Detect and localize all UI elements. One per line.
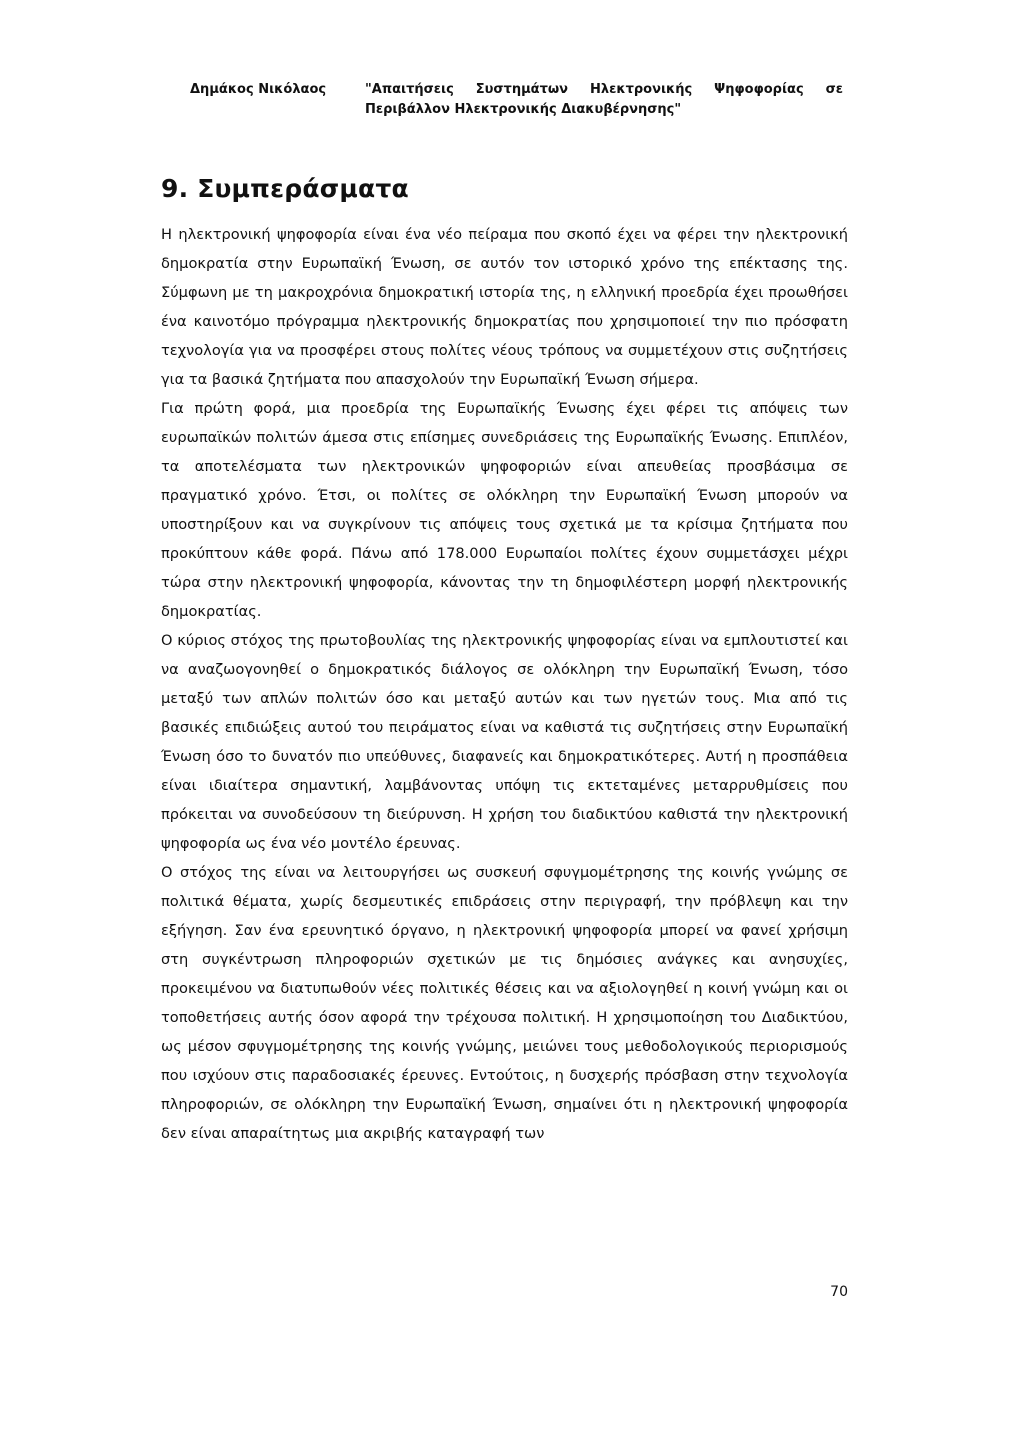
paragraph: Η ηλεκτρονική ψηφοφορία είναι ένα νέο πείραμα που σκοπό έχει να φέρει την ηλεκτρονική δημοκρατία στην Ευρωπαϊκή Ένωση, σε αυτόν τον ιστορικό χρόνο της επέκτασης της. Σύμφωνη με τη μακροχρόνια δημοκρατική ιστορία της, η ελληνική προεδρία έχει προωθήσει ένα καινοτόμο πρόγραμμα ηλεκτρονικής δημοκρατίας που χρησιμοποιεί την πιο πρόσφατη τεχνολογία για να προσφέρει στους πολίτες νέους τρόπους να συμμετέχουν στις συζητήσεις για τα βασικά ζητήματα που απασχολούν την Ευρωπαϊκή Ένωση σήμερα. — [161, 226, 848, 388]
section-heading: 9. Συμπεράσματα — [161, 174, 409, 203]
page-number: 70 — [830, 1284, 848, 1300]
header-author: Δημάκος Νικόλαος — [190, 82, 327, 97]
header-document-title: "Απαιτήσεις Συστημάτων Ηλεκτρονικής Ψηφοφορίας σε Περιβάλλον Ηλεκτρονικής Διακυβέρνησης" — [365, 82, 843, 117]
body-text — [161, 220, 848, 1148]
paragraph: Για πρώτη φορά, μια προεδρία της Ευρωπαϊκής Ένωσης έχει φέρει τις απόψεις των ευρωπαϊκών πολιτών άμεσα στις επίσημες συνεδριάσεις της Ευρωπαϊκής Ένωσης. Επιπλέον, τα αποτελέσματα των ηλεκτρονικών ψηφοφοριών είναι απευθείας προσβάσιμα σε πραγματικό χρόνο. Έτσι, οι πολίτες σε ολόκληρη την Ευρωπαϊκή Ένωση μπορούν να υποστηρίξουν και να συγκρίνουν τις απόψεις τους σχετικά με τα κρίσιμα ζητήματα που προκύπτουν κάθε φορά. Πάνω από 178.000 Ευρωπαίοι πολίτες έχουν συμμετάσχει μέχρι τώρα στην ηλεκτρονική ψηφοφορία, κάνοντας την τη δημοφιλέστερη μορφή ηλεκτρονικής δημοκρατίας. — [161, 400, 848, 620]
paragraph: Ο στόχος της είναι να λειτουργήσει ως συσκευή σφυγμομέτρησης της κοινής γνώμης σε πολιτικά θέματα, χωρίς δεσμευτικές επιδράσεις στην περιγραφή, την πρόβλεψη και την εξήγηση. Σαν ένα ερευνητικό όργανο, η ηλεκτρονική ψηφοφορία μπορεί να φανεί χρήσιμη στη συγκέντρωση πληροφοριών σχετικών με τις δημόσιες ανάγκες και ανησυχίες, προκειμένου να διατυπωθούν νέες πολιτικές θέσεις και να αξιολογηθεί η κοινή γνώμη και οι τοποθετήσεις αυτής όσον αφορά την τρέχουσα πολιτική. Η χρησιμοποίηση του Διαδικτύου, ως μέσον σφυγμομέτρησης της κοινής γνώμης, μειώνει τους μεθοδολογικούς περιορισμούς που ισχύουν στις παραδοσιακές έρευνες. Εντούτοις, η δυσχερής πρόσβαση στην τεχνολογία πληροφοριών, σε ολόκληρη την Ευρωπαϊκή Ένωση, σημαίνει ότι η ηλεκτρονική ψηφοφορία δεν είναι απαραίτητως μια ακριβής καταγραφή των — [161, 864, 848, 1142]
paragraph: Ο κύριος στόχος της πρωτοβουλίας της ηλεκτρονικής ψηφοφορίας είναι να εμπλουτιστεί και να αναζωογονηθεί ο δημοκρατικός διάλογος σε ολόκληρη την Ευρωπαϊκή Ένωση, τόσο μεταξύ των απλών πολιτών όσο και μεταξύ αυτών και των ηγετών τους. Μια από τις βασικές επιδιώξεις αυτού του πειράματος είναι να καθιστά τις συζητήσεις στην Ευρωπαϊκή Ένωση όσο το δυνατόν πιο υπεύθυνες, διαφανείς και δημοκρατικότερες. Αυτή η προσπάθεια είναι ιδιαίτερα σημαντική, λαμβάνοντας υπόψη τις εκτεταμένες μεταρρυθμίσεις που πρόκειται να συνοδεύσουν τη διεύρυνση. Η χρήση του διαδικτύου καθιστά την ηλεκτρονική ψηφοφορία ως ένα νέο μοντέλο έρευνας. — [161, 632, 848, 852]
